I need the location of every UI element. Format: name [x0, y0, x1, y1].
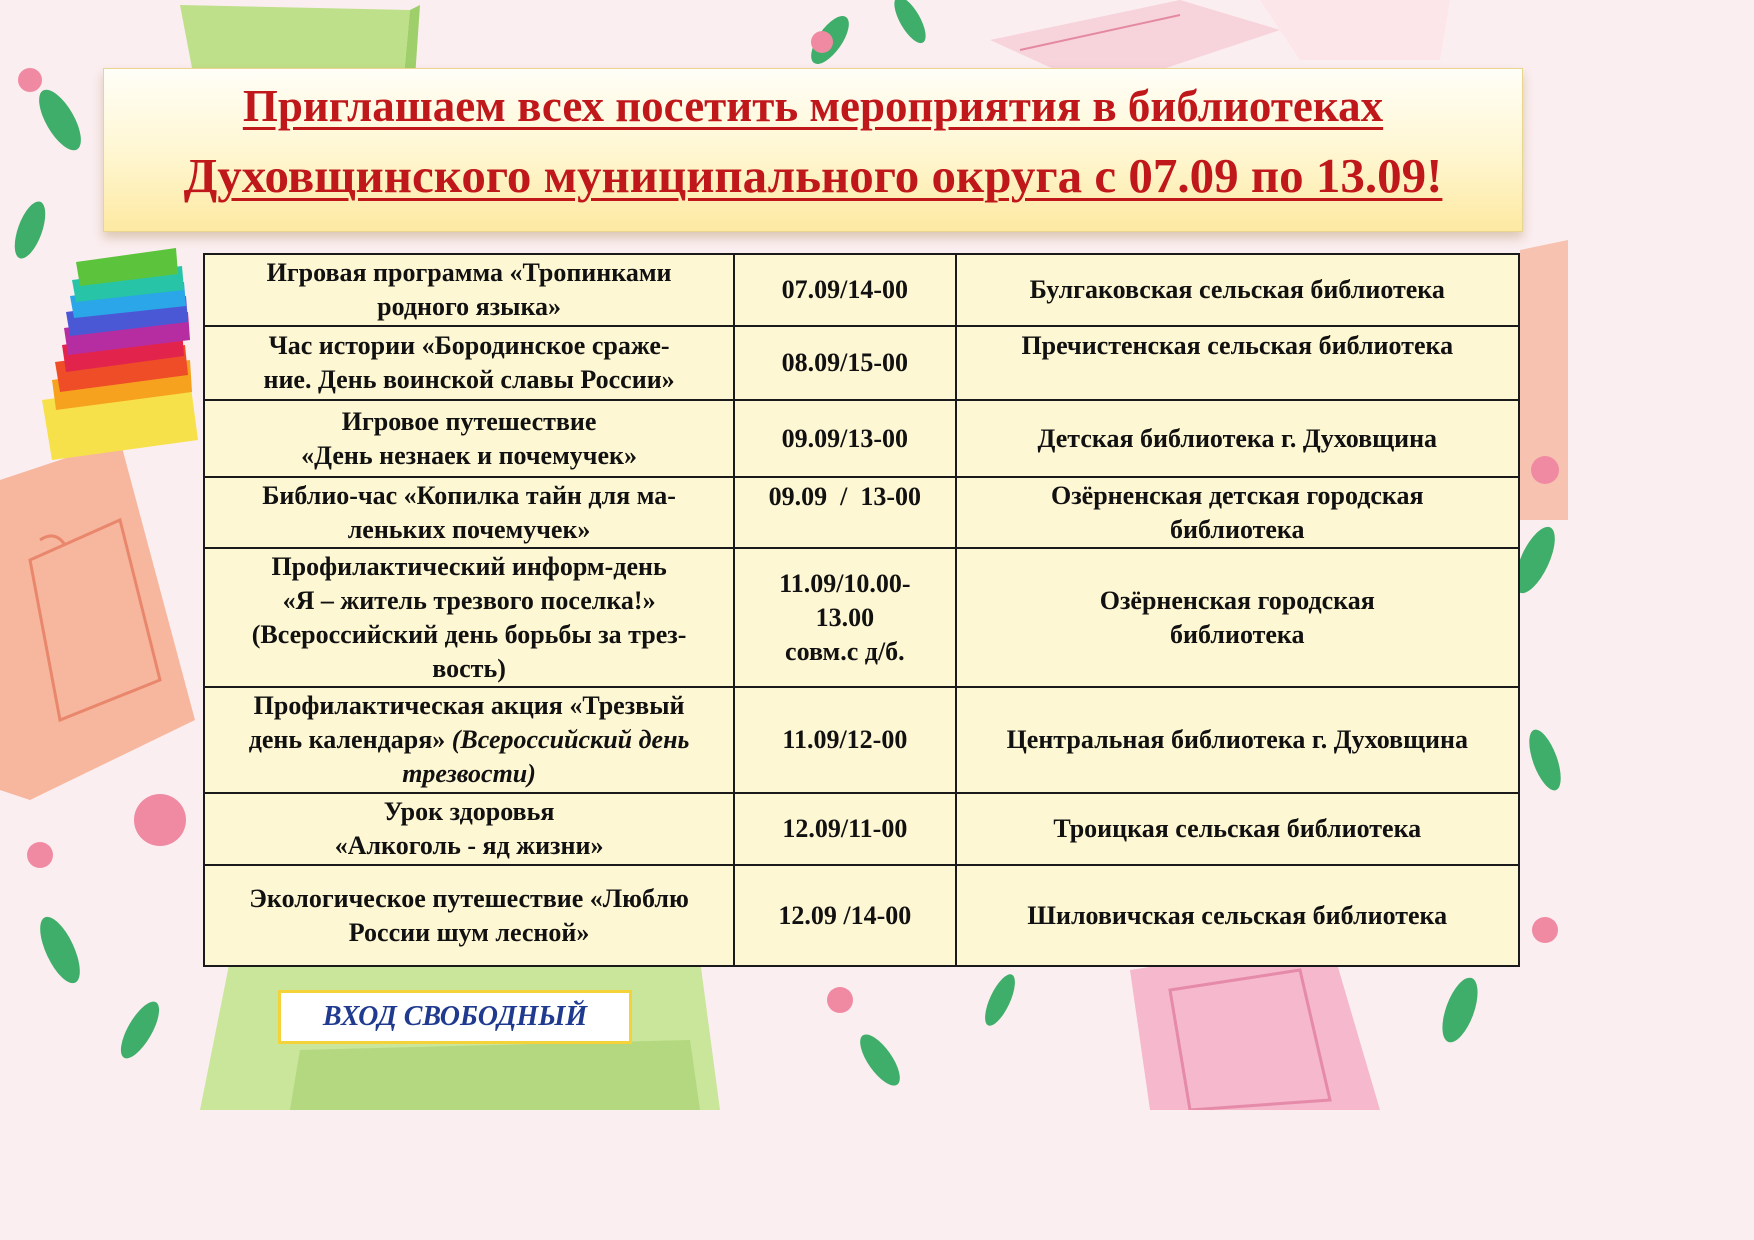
- table-row: [204, 477, 1519, 548]
- title-line-1: Приглашаем всех посетить мероприятия в библиотеках: [242, 81, 1384, 131]
- title-line-2: Духовщинского муниципального округа с 07.09 по 13.09!: [183, 148, 1443, 203]
- place-cell: Шиловичская сельская библиотека: [956, 865, 1519, 966]
- event-cell: Урок здоровья «Алкоголь - яд жизни»: [204, 793, 734, 865]
- table-row: [204, 254, 1519, 326]
- date-cell: 11.09/10.00- 13.00 совм.с д/б.: [734, 548, 955, 687]
- event-cell: Профилактическая акция «Трезвый день календаря» (Всероссийский день трезвости): [204, 687, 734, 793]
- event-cell: Игровая программа «Тропинками родного языка»: [204, 254, 734, 326]
- table-row: [204, 326, 1519, 400]
- title-banner: [103, 68, 1523, 232]
- free-entry-badge: ВХОД СВОБОДНЫЙ: [278, 990, 632, 1044]
- place-cell: Булгаковская сельская библиотека: [956, 254, 1519, 326]
- date-cell: 11.09/12-00: [734, 687, 955, 793]
- table-row: [204, 865, 1519, 966]
- place-cell: Троицкая сельская библиотека: [956, 793, 1519, 865]
- event-cell: Час истории «Бородинское сраже- ние. День воинской славы России»: [204, 326, 734, 400]
- events-table: [203, 253, 1520, 967]
- table-row: [204, 400, 1519, 477]
- place-cell: Детская библиотека г. Духовщина: [956, 400, 1519, 477]
- place-cell: Озёрненская детская городская библиотека: [956, 477, 1519, 548]
- date-cell: 09.09 / 13-00: [734, 477, 955, 548]
- place-cell: Пречистенская сельская библиотека: [956, 326, 1519, 400]
- table-row: [204, 548, 1519, 687]
- event-cell: Библио-час «Копилка тайн для ма- леньких почемучек»: [204, 477, 734, 548]
- date-cell: 09.09/13-00: [734, 400, 955, 477]
- event-cell: Профилактический информ-день «Я – житель трезвого поселка!» (Всероссийский день борьбы за трез- вость): [204, 548, 734, 687]
- table-row: [204, 793, 1519, 865]
- date-cell: 12.09/11-00: [734, 793, 955, 865]
- date-cell: 12.09 /14-00: [734, 865, 955, 966]
- place-cell: Центральная библиотека г. Духовщина: [956, 687, 1519, 793]
- date-cell: 08.09/15-00: [734, 326, 955, 400]
- event-cell: Игровое путешествие «День незнаек и почемучек»: [204, 400, 734, 477]
- event-cell: Экологическое путешествие «Люблю России шум лесной»: [204, 865, 734, 966]
- table-row: [204, 687, 1519, 793]
- place-cell: Озёрненская городская библиотека: [956, 548, 1519, 687]
- date-cell: 07.09/14-00: [734, 254, 955, 326]
